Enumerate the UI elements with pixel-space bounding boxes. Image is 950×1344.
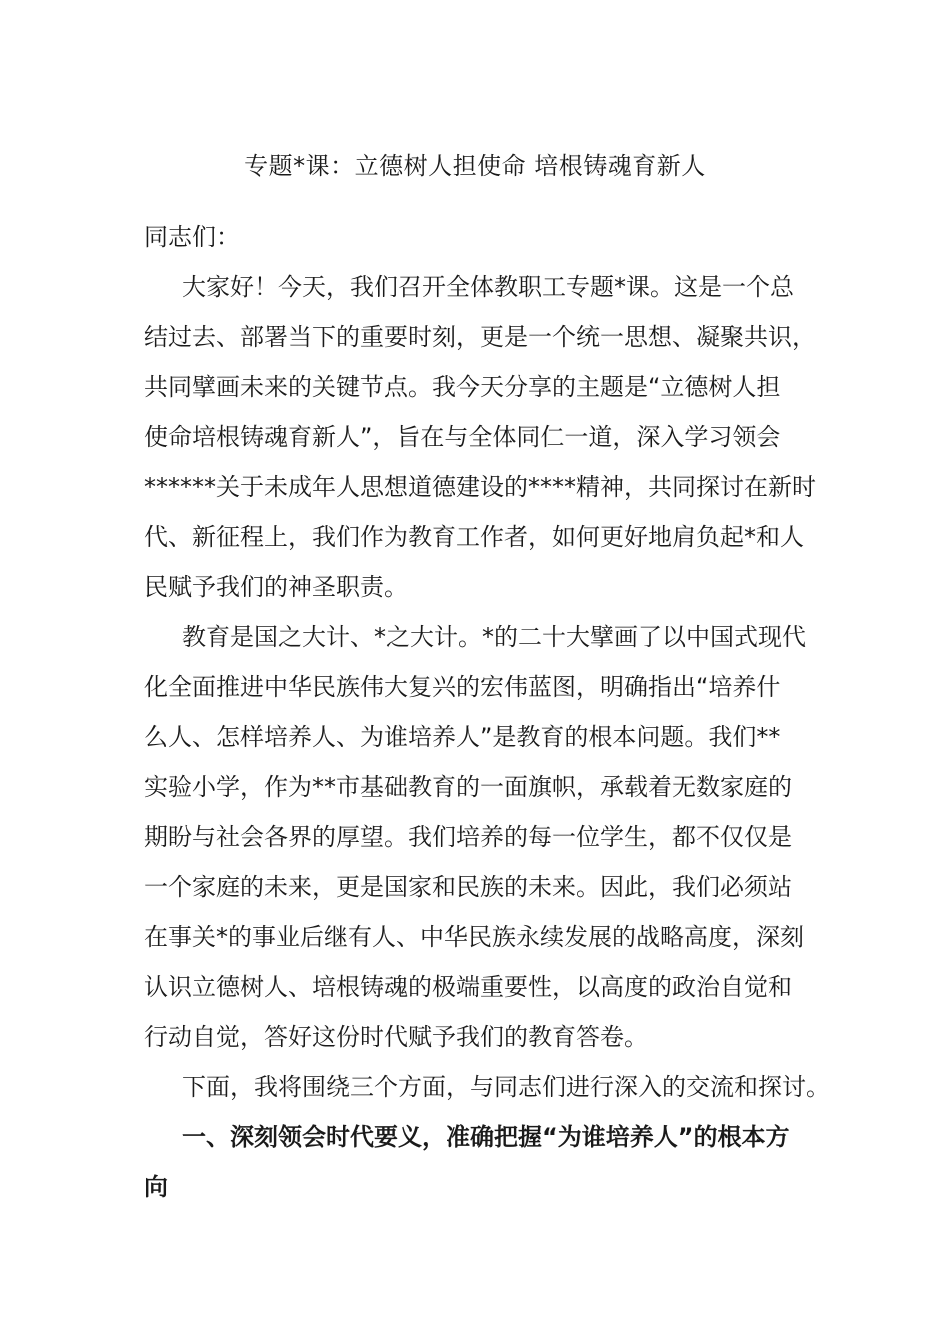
document-body [144,212,830,1212]
paragraph-line: 教育是国之大计、*之大计。*的二十大擘画了以中国式现代 [182,623,806,651]
paragraph-line: 共同擘画未来的关键节点。我今天分享的主题是“立德树人担 [144,373,781,401]
paragraph-line: 实验小学，作为**市基础教育的一面旗帜，承载着无数家庭的 [144,773,792,801]
paragraph-line: 认识立德树人、培根铸魂的极端重要性，以高度的政治自觉和 [144,973,792,1001]
paragraph-2 [144,612,804,1062]
heading-line: 一、深刻领会时代要义，准确把握“为谁培养人”的根本方 [182,1123,790,1151]
paragraph-line: 一个家庭的未来，更是国家和民族的未来。因此，我们必须站 [144,873,792,901]
paragraph-line: 大家好！今天，我们召开全体教职工专题*课。这是一个总 [182,273,794,301]
paragraph-1 [144,262,816,612]
paragraph-line: 结过去、部署当下的重要时刻，更是一个统一思想、凝聚共识， [144,323,816,351]
paragraph-line: 么人、怎样培养人、为谁培养人”是教育的根本问题。我们** [144,723,781,751]
paragraph-line: 在事关*的事业后继有人、中华民族永续发展的战略高度，深刻 [144,923,804,951]
paragraph-line: 代、新征程上，我们作为教育工作者，如何更好地肩负起*和人 [144,523,804,551]
document-title: 专题*课：立德树人担使命 培根铸魂育新人 [244,152,706,180]
paragraph-line: 化全面推进中华民族伟大复兴的宏伟蓝图，明确指出“培养什 [144,673,781,701]
salutation: 同志们： [144,223,240,251]
paragraph-line: 行动自觉，答好这份时代赋予我们的教育答卷。 [144,1023,648,1051]
paragraph-line: 民赋予我们的神圣职责。 [144,573,408,601]
paragraph-line: 使命培根铸魂育新人”，旨在与全体同仁一道，深入学习领会 [144,423,781,451]
paragraph-3 [144,1062,830,1112]
paragraph-line: ******关于未成年人思想道德建设的****精神，共同探讨在新时 [144,473,816,501]
section-heading-1 [144,1112,804,1212]
paragraph-line: 期盼与社会各界的厚望。我们培养的每一位学生，都不仅仅是 [144,823,792,851]
heading-line: 向 [144,1173,168,1201]
paragraph-line: 下面，我将围绕三个方面，与同志们进行深入的交流和探讨。 [182,1073,830,1101]
